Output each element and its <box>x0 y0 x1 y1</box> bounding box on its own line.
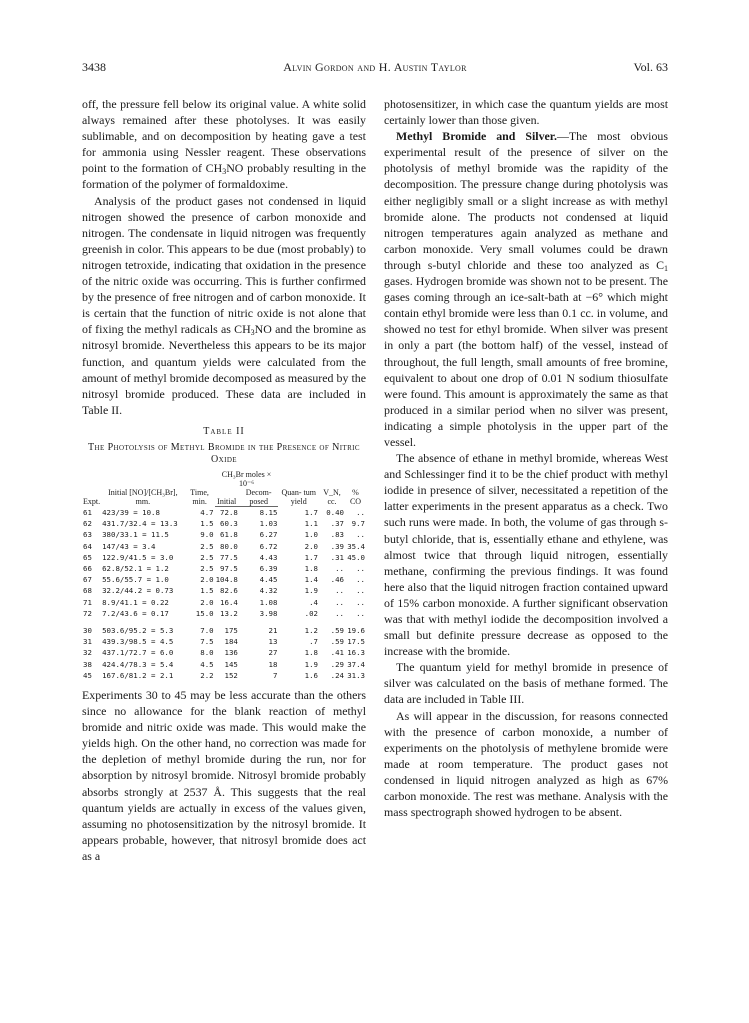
table-cell: .. <box>335 563 345 573</box>
table-cell: 2.5 <box>200 552 214 562</box>
table-cell: 19.6 <box>347 626 365 635</box>
table-cell: 104.8 <box>215 575 238 585</box>
table-label: Table II <box>203 425 245 437</box>
table-body-second <box>82 619 366 681</box>
table-cell: 16.3 <box>347 648 365 658</box>
table-cell: 1.9 <box>304 659 318 669</box>
table-cell: 9.7 <box>351 519 365 529</box>
table-cell: 1.5 <box>200 586 214 596</box>
table-cell: 2.0 <box>200 597 214 607</box>
table-cell: 13.2 <box>220 608 238 618</box>
table-cell: 1.7 <box>304 552 318 562</box>
table-cell: 1.9 <box>304 586 318 596</box>
table-row <box>82 636 366 647</box>
table-cell: 65 <box>83 552 92 562</box>
table-cell: 3.98 <box>259 608 278 618</box>
table-cell: 62.8/52.1 = 1.2 <box>102 563 169 573</box>
table-cell: 184 <box>224 637 238 647</box>
table-cell: 2.0 <box>304 541 318 551</box>
col-header-expt: Expt. <box>83 497 101 507</box>
col-header-group: CH₃Br moles × 10⁻⁶ <box>221 469 272 488</box>
col-header-init: Initial <box>215 488 239 507</box>
table-cell: 15.0 <box>195 608 214 618</box>
table-cell: 45.0 <box>347 552 365 562</box>
table-cell: 423/39 = 10.8 <box>102 507 160 517</box>
table-cell: .7 <box>309 637 318 647</box>
col-header-quantum: Quan- tum yield <box>281 488 316 507</box>
table-cell: 9.0 <box>200 530 214 540</box>
table-cell: 32 <box>83 648 92 658</box>
col-header-vn: V_N, cc. <box>323 488 341 507</box>
table-row <box>82 552 366 563</box>
table-cell: 1.7 <box>304 507 318 517</box>
table-cell: 32.2/44.2 = 0.73 <box>102 586 174 596</box>
table-cell: 61.8 <box>220 530 238 540</box>
table-cell: 503.6/95.2 = 5.3 <box>102 626 174 635</box>
table-cell: 4.45 <box>259 575 278 585</box>
table-cell: .4 <box>309 597 318 607</box>
table-cell: 1.2 <box>304 626 318 635</box>
table-cell: 145 <box>224 659 238 669</box>
table-cell: 64 <box>83 541 92 551</box>
table-cell: 67 <box>83 575 92 585</box>
table-cell: 38 <box>83 659 92 669</box>
table-cell: 17.5 <box>347 637 365 647</box>
table-cell: .. <box>356 507 365 517</box>
table-cell: 2.5 <box>200 541 214 551</box>
table-cell: 2.0 <box>200 575 214 585</box>
table-cell: 122.9/41.5 = 3.0 <box>102 552 174 562</box>
paragraph: The quantum yield for methyl bromide in presence of silver was calculated on the basis of methane formed. The data are included in Table III. <box>384 660 668 707</box>
col-header-decomp: Decom- posed <box>239 488 279 507</box>
table-cell: 431.7/32.4 = 13.3 <box>102 519 178 529</box>
running-title: Alvin Gordon and H. Austin Taylor <box>283 60 467 74</box>
table-cell: .. <box>356 575 365 585</box>
paragraph: Methyl Bromide and Silver.—The most obvious experimental result of the presence of silver on the photolysis of methyl bromide was the rapidity of the decomposition. The pressure change during photolysis was either negligibly small or a slight increase as with methyl bromide alone. The products not condensed at liquid nitrogen temperatures again analyzed as methane and carbon monoxide. Very small volumes could be drawn through s-butyl chloride and these too analyzed as $C_1$ gases. Hydrogen bromide was shown not to be present. The gases coming through an ice-salt-bath at −6° which might contain ethyl bromide were less than 0.1 cc. in volume, and showed no test for ethyl bromide. When silver was present in only a part (the bottom half) of the vessel, instead of throughout, the full length, small amounts of free bromine, equivalent to about one drop of 0.01 N sodium thiosulfate were found. This amount is approximately the same as that produced in a similar period when no silver was present, indicating a simple photolysis in the upper part of the vessel. <box>384 129 668 449</box>
table-cell: 1.1 <box>304 519 318 529</box>
table-row <box>82 647 366 658</box>
col-header-time: Time, min. <box>190 488 209 507</box>
table-cell: 72 <box>83 608 92 618</box>
table-cell: 68 <box>83 586 92 596</box>
table-cell: 7.2/43.6 = 0.17 <box>102 608 169 618</box>
table-cell: .31 <box>330 552 345 562</box>
table-cell: .39 <box>330 541 345 551</box>
table-cell: .24 <box>330 670 345 680</box>
table-cell: 1.0 <box>304 530 318 540</box>
table-cell: .83 <box>330 530 345 540</box>
table-cell: 31.3 <box>347 670 365 680</box>
table-row <box>82 529 366 540</box>
table-cell: .59 <box>330 637 345 647</box>
table-cell: 55.6/55.7 = 1.0 <box>102 575 169 585</box>
col-header-co: % CO <box>349 488 362 507</box>
table-cell: 0.40 <box>326 507 345 517</box>
table-cell: .29 <box>330 659 345 669</box>
table-cell: .. <box>356 563 365 573</box>
table-row <box>82 670 366 681</box>
table-cell: 6.39 <box>259 563 278 573</box>
table-cell: 7.0 <box>200 626 214 635</box>
table-cell: 1.8 <box>304 563 318 573</box>
table-cell: .. <box>356 530 365 540</box>
table-cell: 4.5 <box>200 659 214 669</box>
table-cell: 45 <box>83 670 92 680</box>
table-row <box>82 608 366 619</box>
table-row <box>82 619 366 636</box>
table-cell: .. <box>335 586 345 596</box>
table-cell: 61 <box>83 507 92 517</box>
table-cell: .46 <box>330 575 345 585</box>
table-cell: 77.5 <box>220 552 238 562</box>
table-cell: 97.5 <box>220 563 238 573</box>
table-cell: 1.5 <box>200 519 214 529</box>
table-cell: .. <box>356 586 365 596</box>
table-cell: 6.27 <box>259 530 278 540</box>
table-cell: 72.8 <box>220 507 238 517</box>
table-cell: .59 <box>330 626 345 635</box>
table-cell: 7.5 <box>200 637 214 647</box>
table-cell: 175 <box>224 626 238 635</box>
table-cell: 18 <box>268 659 278 669</box>
table-cell: 152 <box>224 670 238 680</box>
table-row <box>82 585 366 596</box>
table-cell: 71 <box>83 597 92 607</box>
table-cell: 13 <box>268 637 278 647</box>
table-row <box>82 597 366 608</box>
table-row <box>82 563 366 574</box>
table-cell: 8.0 <box>200 648 214 658</box>
table-cell: 136 <box>224 648 238 658</box>
paragraph: Analysis of the product gases not condensed in liquid nitrogen showed the presence of carbon monoxide and nitrogen. The condensate in liquid nitrogen was frequently greenish in color. This appears to be due (most probably) to nitrogen tetroxide, indicating that oxidation in the presence of the nitric oxide was occurring. This is further confirmed by the presence of free nitrogen and of carbon monoxide. It is certain that the function of nitric oxide is not alone that of fixing the methyl radicals as $CH_3NO$ and the bromine as nitrosyl bromide. Nevertheless this appears to be its major function, and quantum yields were calculated from the amount of methyl bromide decomposed as measured by the nitrosyl bromide produced. These data are included in Table II. <box>82 193 366 417</box>
running-header <box>82 60 668 78</box>
table-cell: 1.08 <box>259 597 278 607</box>
table-cell: 35.4 <box>347 541 365 551</box>
left-column <box>82 96 366 864</box>
table-cell: 1.6 <box>304 670 318 680</box>
table-cell: 63 <box>83 530 92 540</box>
table-cell: 2.2 <box>200 670 214 680</box>
data-table <box>82 470 366 681</box>
table-cell: .. <box>335 608 345 618</box>
table-cell: 439.3/98.5 = 4.5 <box>102 637 174 647</box>
table-body-main <box>82 506 366 619</box>
paragraph: As will appear in the discussion, for reasons connected with the presence of carbon monoxide, a number of experiments on the photolysis of methylene bromide were made at room temperature. The product gases not condensed in liquid nitrogen analyzed as high as 67% carbon monoxide. The rest was methane. Analysis with the mass spectrograph showed hydrogen to be absent. <box>384 708 668 820</box>
table-cell: 4.7 <box>200 507 214 517</box>
table-cell: 31 <box>83 637 92 647</box>
page-number: 3438 <box>82 60 106 74</box>
table-cell: 380/33.1 = 11.5 <box>102 530 169 540</box>
table-cell: 66 <box>83 563 92 573</box>
table-cell: 7 <box>273 670 278 680</box>
table-cell: .41 <box>330 648 345 658</box>
table-cell: 30 <box>83 626 92 635</box>
table-cell: 82.6 <box>220 586 238 596</box>
col-header-initial: Initial [NO]/[CH₃Br], mm. <box>108 488 178 507</box>
paragraph: photosensitizer, in which case the quantum yields are most certainly lower than those given. <box>384 97 668 128</box>
volume-label: Vol. 63 <box>633 60 668 74</box>
table-cell: 62 <box>83 519 92 529</box>
table-cell: 8.9/41.1 = 0.22 <box>102 597 169 607</box>
table-cell: 4.43 <box>259 552 278 562</box>
paragraph: The absence of ethane in methyl bromide, whereas West and Schlessinger find it to be the chief product with methyl iodide in presence of silver, necessitated a repetition of the latter experiments in the present apparatus as a check. Two such runs were made. In both, the volume of gas through s-butyl chloride, that is, essentially ethane and ethylene, was almost twice that through liquid nitrogen, essentially methane, confirming the previous findings. It was found here also that the liquid nitrogen fraction contained upward of 15% carbon monoxide. A further significant observation was that with methyl iodide the decomposition involved a small but definite pressure decrease as opposed to the increase with the bromide. <box>384 451 668 659</box>
table-cell: 80.0 <box>220 541 238 551</box>
table-row <box>82 541 366 552</box>
table-cell: 2.5 <box>200 563 214 573</box>
table-cell: 1.03 <box>259 519 278 529</box>
table-cell: .. <box>335 597 345 607</box>
table-cell: 1.8 <box>304 648 318 658</box>
table-cell: 37.4 <box>347 659 365 669</box>
table-cell: 437.1/72.7 = 6.0 <box>102 648 174 658</box>
paragraph: off, the pressure fell below its original value. A white solid always remained after these photolyses. It was easily sublimable, and on decomposition by heating gave a test for ammonia using Nessler reagent. These observations point to the formation of $CH_3NO$ probably resulting in the formation of the polymer of formaldoxime. <box>82 97 366 192</box>
table-cell: 167.6/81.2 = 2.1 <box>102 670 174 680</box>
section-run-head: Methyl Bromide and Silver. <box>396 129 557 144</box>
table-cell: 21 <box>268 626 278 635</box>
table-caption: The Photolysis of Methyl Bromide in the Presence of Nitric Oxide <box>88 441 360 465</box>
paragraph: Experiments 30 to 45 may be less accurate than the others since no allowance for the blank reaction of methyl bromide and nitric oxide was made. This would make the yields high. On the other hand, no correction was made for the depletion of methyl bromide during the run, nor for absorption by nitrosyl bromide. Nitrosyl bromide probably absorbs strongly at 2537 Å. This suggests that the real quantum yields are actually in excess of the values given, assuming no photosensitization by the nitrosyl bromide. It appears probable, however, that nitrosyl bromide does act as a <box>82 688 366 863</box>
table-cell: 4.32 <box>259 586 278 596</box>
table-cell: .02 <box>304 608 318 618</box>
table-cell: 8.15 <box>259 507 278 517</box>
table-row <box>82 506 366 518</box>
right-column <box>384 96 668 820</box>
table-cell: 147/43 = 3.4 <box>102 541 156 551</box>
table-cell: .. <box>356 608 365 618</box>
table-cell: 60.3 <box>220 519 238 529</box>
table-cell: .37 <box>330 519 345 529</box>
table-cell: .. <box>356 597 365 607</box>
table-cell: 27 <box>268 648 278 658</box>
table-cell: 16.4 <box>220 597 238 607</box>
table-row <box>82 659 366 670</box>
table-cell: 1.4 <box>304 575 318 585</box>
table-cell: 424.4/78.3 = 5.4 <box>102 659 174 669</box>
table-cell: 6.72 <box>259 541 278 551</box>
table-row <box>82 518 366 529</box>
table-row <box>82 574 366 585</box>
